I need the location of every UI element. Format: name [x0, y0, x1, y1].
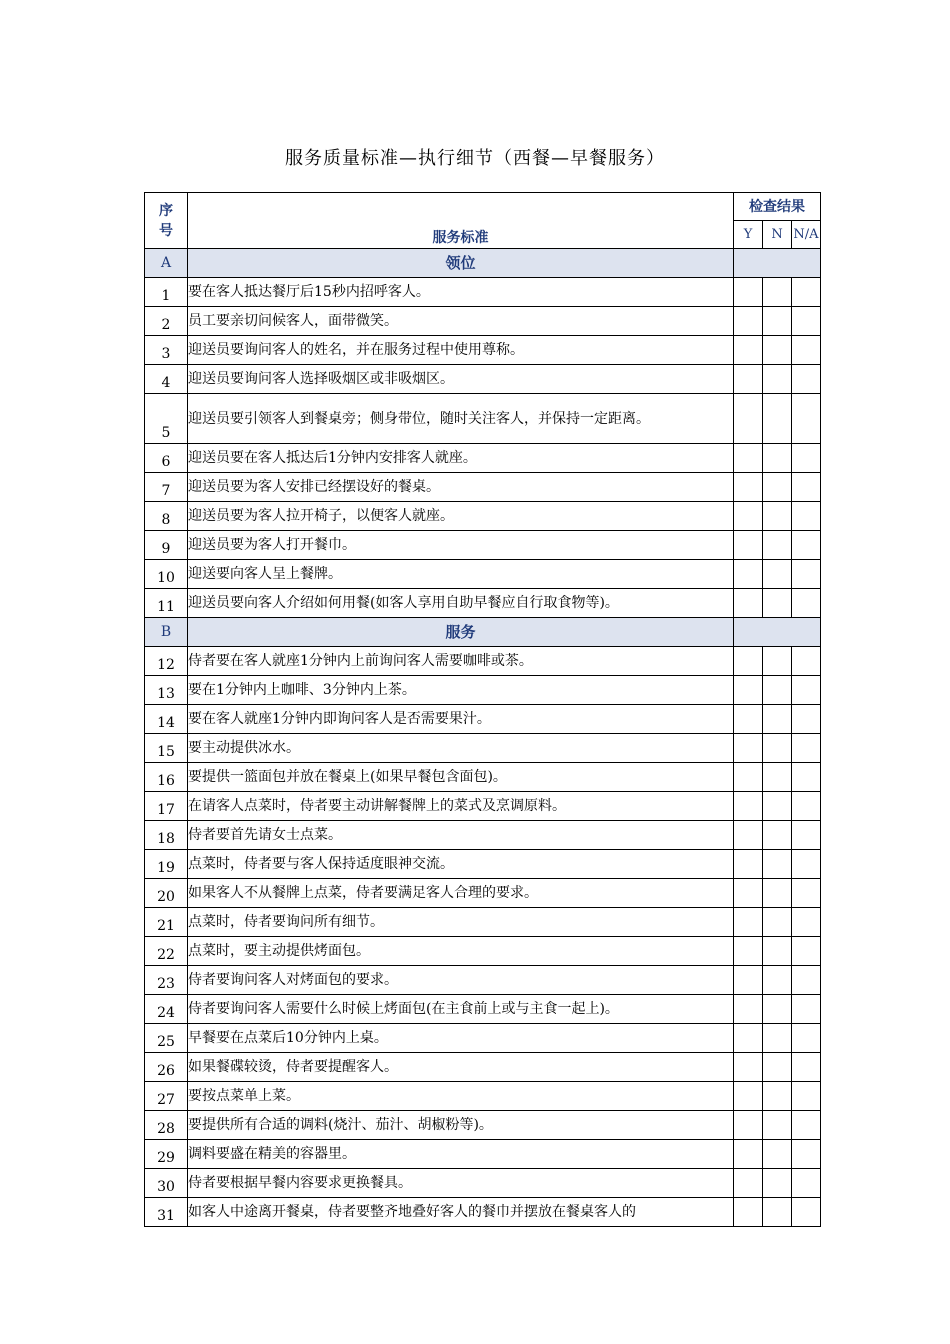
item-standard: 迎送员要询问客人的姓名，并在服务过程中使用尊称。 — [188, 336, 734, 365]
item-number: 5 — [145, 394, 188, 444]
check-n-cell[interactable] — [763, 560, 792, 589]
check-na-cell[interactable] — [792, 1053, 821, 1082]
item-standard: 迎送员要引领客人到餐桌旁；侧身带位，随时关注客人，并保持一定距离。 — [188, 394, 734, 444]
check-y-cell[interactable] — [734, 966, 763, 995]
check-na-cell[interactable] — [792, 763, 821, 792]
table-row — [145, 705, 821, 734]
table-row — [145, 879, 821, 908]
item-number: 20 — [145, 879, 188, 908]
check-na-cell[interactable] — [792, 705, 821, 734]
check-na-cell[interactable] — [792, 850, 821, 879]
check-y-cell[interactable] — [734, 365, 763, 394]
check-y-cell[interactable] — [734, 444, 763, 473]
item-number: 27 — [145, 1082, 188, 1111]
check-n-cell[interactable] — [763, 307, 792, 336]
check-na-cell[interactable] — [792, 966, 821, 995]
header-na: N/A — [792, 221, 821, 249]
table-row — [145, 531, 821, 560]
table-row — [145, 908, 821, 937]
check-n-cell[interactable] — [763, 1111, 792, 1140]
item-number: 17 — [145, 792, 188, 821]
table-row — [145, 734, 821, 763]
item-standard: 员工要亲切问候客人，面带微笑。 — [188, 307, 734, 336]
item-number: 25 — [145, 1024, 188, 1053]
table-row — [145, 850, 821, 879]
item-standard: 要按点菜单上菜。 — [188, 1082, 734, 1111]
header-number — [145, 193, 188, 249]
check-na-cell[interactable] — [792, 1169, 821, 1198]
check-n-cell[interactable] — [763, 647, 792, 676]
item-standard: 迎送要向客人呈上餐牌。 — [188, 560, 734, 589]
check-n-cell[interactable] — [763, 444, 792, 473]
check-y-cell[interactable] — [734, 1082, 763, 1111]
check-na-cell[interactable] — [792, 676, 821, 705]
check-y-cell[interactable] — [734, 502, 763, 531]
table-row — [145, 307, 821, 336]
check-na-cell[interactable] — [792, 502, 821, 531]
item-standard: 侍者要首先请女士点菜。 — [188, 821, 734, 850]
check-n-cell[interactable] — [763, 589, 792, 618]
check-n-cell[interactable] — [763, 850, 792, 879]
check-na-cell[interactable] — [792, 531, 821, 560]
item-standard: 迎送员要向客人介绍如何用餐(如客人享用自助早餐应自行取食物等)。 — [188, 589, 734, 618]
item-number: 6 — [145, 444, 188, 473]
check-na-cell[interactable] — [792, 560, 821, 589]
check-n-cell[interactable] — [763, 966, 792, 995]
check-n-cell[interactable] — [763, 937, 792, 966]
check-y-cell[interactable] — [734, 850, 763, 879]
check-n-cell[interactable] — [763, 502, 792, 531]
check-n-cell[interactable] — [763, 278, 792, 307]
check-na-cell[interactable] — [792, 792, 821, 821]
item-number: 26 — [145, 1053, 188, 1082]
check-na-cell[interactable] — [792, 1082, 821, 1111]
check-n-cell[interactable] — [763, 1140, 792, 1169]
item-number: 30 — [145, 1169, 188, 1198]
check-y-cell[interactable] — [734, 879, 763, 908]
item-standard: 调料要盛在精美的容器里。 — [188, 1140, 734, 1169]
check-y-cell[interactable] — [734, 937, 763, 966]
check-n-cell[interactable] — [763, 705, 792, 734]
table-row — [145, 647, 821, 676]
item-standard: 侍者要在客人就座1分钟内上前询问客人需要咖啡或茶。 — [188, 647, 734, 676]
item-standard: 要在客人就座1分钟内即询问客人是否需要果汁。 — [188, 705, 734, 734]
table-row — [145, 444, 821, 473]
table-row — [145, 1111, 821, 1140]
check-n-cell[interactable] — [763, 1053, 792, 1082]
check-y-cell[interactable] — [734, 1024, 763, 1053]
check-y-cell[interactable] — [734, 1198, 763, 1227]
check-na-cell[interactable] — [792, 937, 821, 966]
item-number: 18 — [145, 821, 188, 850]
check-na-cell[interactable] — [792, 647, 821, 676]
item-number: 12 — [145, 647, 188, 676]
check-y-cell[interactable] — [734, 763, 763, 792]
check-y-cell[interactable] — [734, 1111, 763, 1140]
check-n-cell[interactable] — [763, 676, 792, 705]
check-y-cell[interactable] — [734, 705, 763, 734]
check-n-cell[interactable] — [763, 792, 792, 821]
table-row — [145, 502, 821, 531]
section-name: 领位 — [188, 249, 734, 278]
check-y-cell[interactable] — [734, 995, 763, 1024]
table-row — [145, 995, 821, 1024]
table-row — [145, 821, 821, 850]
item-standard: 在请客人点菜时，侍者要主动讲解餐牌上的菜式及烹调原料。 — [188, 792, 734, 821]
table-row — [145, 589, 821, 618]
item-standard: 迎送员要询问客人选择吸烟区或非吸烟区。 — [188, 365, 734, 394]
check-na-cell[interactable] — [792, 821, 821, 850]
header-n: N — [763, 221, 792, 249]
item-number: 28 — [145, 1111, 188, 1140]
table-row — [145, 278, 821, 307]
check-y-cell[interactable] — [734, 531, 763, 560]
table-row — [145, 365, 821, 394]
check-na-cell[interactable] — [792, 589, 821, 618]
section-row — [145, 249, 821, 278]
check-n-cell[interactable] — [763, 473, 792, 502]
section-code: B — [145, 618, 188, 647]
item-standard: 如客人中途离开餐桌，侍者要整齐地叠好客人的餐巾并摆放在餐桌客人的 — [188, 1198, 734, 1227]
header-standard: 服务标准 — [188, 193, 734, 249]
check-n-cell[interactable] — [763, 734, 792, 763]
check-y-cell[interactable] — [734, 560, 763, 589]
item-standard: 要在客人抵达餐厅后15秒内招呼客人。 — [188, 278, 734, 307]
check-n-cell[interactable] — [763, 1082, 792, 1111]
section-check-empty — [734, 618, 821, 647]
table-row — [145, 792, 821, 821]
check-y-cell[interactable] — [734, 307, 763, 336]
check-y-cell[interactable] — [734, 394, 763, 444]
table-row — [145, 966, 821, 995]
check-na-cell[interactable] — [792, 908, 821, 937]
check-na-cell[interactable] — [792, 394, 821, 444]
item-number: 13 — [145, 676, 188, 705]
item-number: 22 — [145, 937, 188, 966]
section-name: 服务 — [188, 618, 734, 647]
check-na-cell[interactable] — [792, 1111, 821, 1140]
item-number: 11 — [145, 589, 188, 618]
item-number: 7 — [145, 473, 188, 502]
item-standard: 要提供所有合适的调料(烧汁、茄汁、胡椒粉等)。 — [188, 1111, 734, 1140]
item-number: 10 — [145, 560, 188, 589]
check-na-cell[interactable] — [792, 336, 821, 365]
item-number: 15 — [145, 734, 188, 763]
item-standard: 如果客人不从餐牌上点菜，侍者要满足客人合理的要求。 — [188, 879, 734, 908]
item-number: 14 — [145, 705, 188, 734]
check-na-cell[interactable] — [792, 1140, 821, 1169]
check-y-cell[interactable] — [734, 908, 763, 937]
check-na-cell[interactable] — [792, 879, 821, 908]
check-y-cell[interactable] — [734, 647, 763, 676]
check-na-cell[interactable] — [792, 365, 821, 394]
item-number: 24 — [145, 995, 188, 1024]
check-y-cell[interactable] — [734, 821, 763, 850]
table-row — [145, 1140, 821, 1169]
item-number: 31 — [145, 1198, 188, 1227]
item-number: 9 — [145, 531, 188, 560]
item-number: 19 — [145, 850, 188, 879]
check-na-cell[interactable] — [792, 734, 821, 763]
header-check-result: 检查结果 — [734, 193, 821, 221]
item-number: 23 — [145, 966, 188, 995]
section-code: A — [145, 249, 188, 278]
check-na-cell[interactable] — [792, 444, 821, 473]
table-row — [145, 336, 821, 365]
table-row — [145, 1198, 821, 1227]
check-n-cell[interactable] — [763, 879, 792, 908]
check-n-cell[interactable] — [763, 1169, 792, 1198]
table-row — [145, 676, 821, 705]
item-standard: 点菜时，要主动提供烤面包。 — [188, 937, 734, 966]
check-na-cell[interactable] — [792, 278, 821, 307]
item-number: 16 — [145, 763, 188, 792]
item-standard: 要在1分钟内上咖啡、3分钟内上茶。 — [188, 676, 734, 705]
item-standard: 要提供一篮面包并放在餐桌上(如果早餐包含面包)。 — [188, 763, 734, 792]
check-n-cell[interactable] — [763, 995, 792, 1024]
table-row — [145, 473, 821, 502]
item-number: 2 — [145, 307, 188, 336]
check-na-cell[interactable] — [792, 995, 821, 1024]
check-na-cell[interactable] — [792, 307, 821, 336]
check-y-cell[interactable] — [734, 1140, 763, 1169]
item-number: 8 — [145, 502, 188, 531]
header-number-line2: 号 — [159, 222, 173, 239]
item-standard: 迎送员要为客人打开餐巾。 — [188, 531, 734, 560]
item-standard: 点菜时，侍者要询问所有细节。 — [188, 908, 734, 937]
item-standard: 侍者要询问客人对烤面包的要求。 — [188, 966, 734, 995]
check-y-cell[interactable] — [734, 792, 763, 821]
check-y-cell[interactable] — [734, 1169, 763, 1198]
check-n-cell[interactable] — [763, 365, 792, 394]
table-row — [145, 560, 821, 589]
table-row — [145, 394, 821, 444]
check-y-cell[interactable] — [734, 278, 763, 307]
table-row — [145, 1169, 821, 1198]
table-row — [145, 763, 821, 792]
header-number-line1: 序 — [159, 202, 173, 219]
check-y-cell[interactable] — [734, 473, 763, 502]
table-row — [145, 1024, 821, 1053]
check-n-cell[interactable] — [763, 1024, 792, 1053]
check-n-cell[interactable] — [763, 908, 792, 937]
item-number: 1 — [145, 278, 188, 307]
item-number: 4 — [145, 365, 188, 394]
table-row — [145, 1082, 821, 1111]
check-n-cell[interactable] — [763, 394, 792, 444]
check-n-cell[interactable] — [763, 763, 792, 792]
item-number: 29 — [145, 1140, 188, 1169]
item-number: 21 — [145, 908, 188, 937]
item-standard: 点菜时，侍者要与客人保持适度眼神交流。 — [188, 850, 734, 879]
check-y-cell[interactable] — [734, 734, 763, 763]
table-row — [145, 1053, 821, 1082]
item-standard: 侍者要询问客人需要什么时候上烤面包(在主食前上或与主食一起上)。 — [188, 995, 734, 1024]
item-standard: 迎送员要为客人拉开椅子，以便客人就座。 — [188, 502, 734, 531]
header-y: Y — [734, 221, 763, 249]
item-standard: 如果餐碟较烫，侍者要提醒客人。 — [188, 1053, 734, 1082]
check-y-cell[interactable] — [734, 336, 763, 365]
check-n-cell[interactable] — [763, 531, 792, 560]
item-standard: 迎送员要在客人抵达后1分钟内安排客人就座。 — [188, 444, 734, 473]
section-check-empty — [734, 249, 821, 278]
item-standard: 侍者要根据早餐内容要求更换餐具。 — [188, 1169, 734, 1198]
check-na-cell[interactable] — [792, 473, 821, 502]
item-number: 3 — [145, 336, 188, 365]
item-standard: 早餐要在点菜后10分钟内上桌。 — [188, 1024, 734, 1053]
check-n-cell[interactable] — [763, 821, 792, 850]
service-checklist-table — [144, 192, 821, 1227]
check-n-cell[interactable] — [763, 336, 792, 365]
page-title: 服务质量标准—执行细节（西餐—早餐服务） — [285, 148, 665, 169]
check-na-cell[interactable] — [792, 1024, 821, 1053]
check-y-cell[interactable] — [734, 1053, 763, 1082]
check-y-cell[interactable] — [734, 676, 763, 705]
item-standard: 迎送员要为客人安排已经摆设好的餐桌。 — [188, 473, 734, 502]
check-n-cell[interactable] — [763, 1198, 792, 1227]
check-na-cell[interactable] — [792, 1198, 821, 1227]
item-standard: 要主动提供冰水。 — [188, 734, 734, 763]
check-y-cell[interactable] — [734, 589, 763, 618]
section-row — [145, 618, 821, 647]
table-row — [145, 937, 821, 966]
